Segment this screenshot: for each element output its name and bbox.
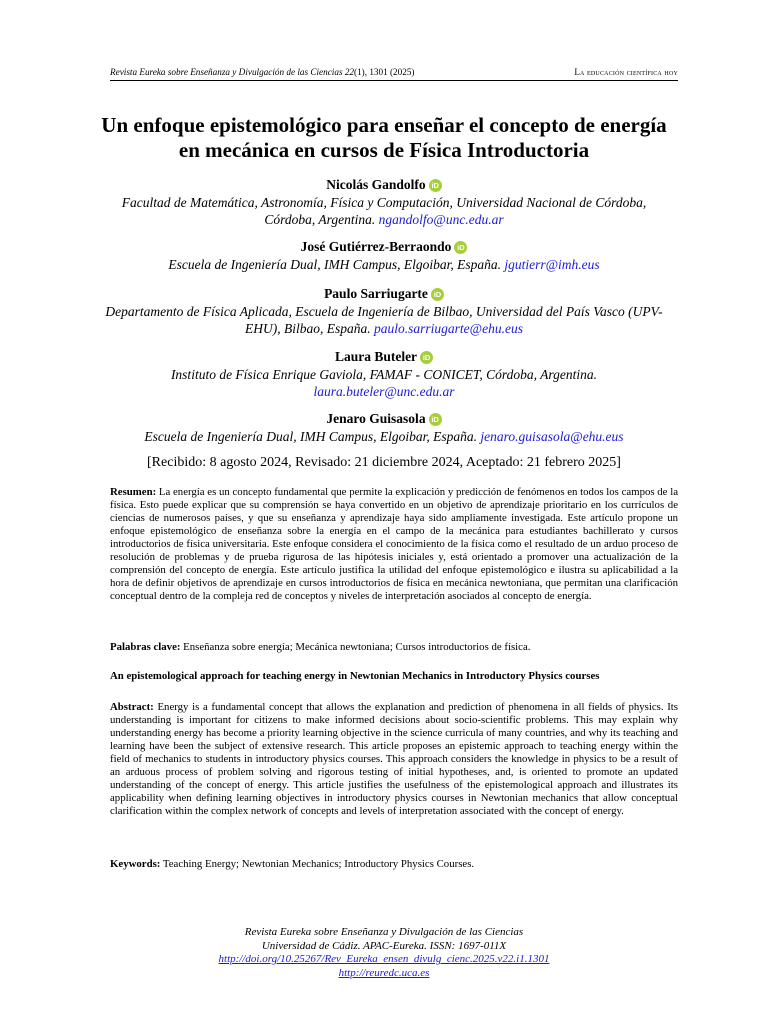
orcid-icon[interactable]: iD: [429, 413, 442, 426]
resumen-label: Resumen:: [110, 486, 157, 498]
orcid-icon[interactable]: iD: [454, 241, 467, 254]
section-name: La educación científica hoy: [574, 67, 678, 77]
footer-journal-name: Revista Eureka sobre Enseñanza y Divulgación de las Ciencias: [244, 926, 524, 938]
palabras-clave-text: Enseñanza sobre energía; Mecánica newtoniana; Cursos introductorios de física.: [183, 641, 531, 653]
keywords-label: Keywords:: [110, 858, 161, 870]
author-block-4: [100, 348, 668, 400]
author-affiliation: Departamento de Física Aplicada, Escuela de Ingeniería de Bilbao, Universidad del País Vasco (UPV-EHU), Bilbao, España. paulo.sarriugarte@ehu.eus: [105, 304, 663, 336]
doi-link[interactable]: http://doi.org/10.25267/Rev_Eureka_ensen_divulg_cienc.2025.v22.i1.1301: [218, 953, 550, 965]
orcid-icon[interactable]: iD: [431, 288, 444, 301]
keywords-text: Teaching Energy; Newtonian Mechanics; Introductory Physics Courses.: [162, 858, 475, 870]
author-email-link[interactable]: ngandolfo@unc.edu.ar: [378, 212, 504, 227]
abstract-text: Energy is a fundamental concept that allows the explanation and prediction of phenomena in all fields of physics. Its understanding is important for citizens to make informed decisions about socio-scientific problems. This may explain why understanding energy has become a priority learning objective in the science curricula of many countries, and why its teaching and learning have been the subject of extensive research. This article proposes an epistemic approach to teaching energy within the field of mechanics to students in introductory physics courses. This approach considers the knowledge in physics to be a result of an arduous process of problem solving and rigorous testing of initial hypotheses, and, is oriented to promote an updated understanding of the concept of energy. This article justifies the usefulness of the epistemological approach and illustrates its applicability when defining learning objectives in introductory physics courses in Newtonian mechanics that allow conceptual clarification within the complex network of concepts and levels of interpretation associated with the concept of energy.: [110, 701, 679, 817]
footer-publisher: Universidad de Cádiz. APAC-Eureka. ISSN: 1697-011X: [261, 939, 507, 952]
submission-dates: [Recibido: 8 agosto 2024, Revisado: 21 diciembre 2024, Aceptado: 21 febrero 2025]: [147, 455, 621, 470]
journal-url-link[interactable]: http://reuredc.uca.es: [338, 966, 430, 979]
author-name: Paulo Sarriugarte iD: [100, 285, 668, 303]
journal-footer: [100, 926, 668, 980]
author-block-3: [100, 285, 668, 337]
author-affiliation: Escuela de Ingeniería Dual, IMH Campus, Elgoibar, España. jenaro.guisasola@ehu.eus: [144, 429, 624, 444]
author-email-link[interactable]: paulo.sarriugarte@ehu.eus: [374, 321, 523, 336]
author-name: Nicolás Gandolfo iD: [100, 176, 668, 194]
author-affiliation: Escuela de Ingeniería Dual, IMH Campus, Elgoibar, España. jgutierr@imh.eus: [168, 257, 600, 272]
author-block-5: [100, 410, 668, 445]
resumen-text: La energía es un concepto fundamental que permite la explicación y predicción de fenómenos en todos los campos de la física. Esto puede explicar que su comprensión se haya convertido en un objetivo de aprendizaje prioritario en los currículos de ciencias de numerosos países, y que su enseñanza y aprendizaje haya sido ampliamente investigada. Este artículo propone un enfoque epistemológico de enseñanza sobre la energía en el campo de la mecánica para estudiantes bachillerato y cursos introductorios de física universitaria. Este enfoque considera el conocimiento de la física como el resultado de un arduo proceso de resolución de problemas y de prueba rigurosa de las hipótesis iniciales y, está orientado a promover una actualización de la comprensión del concepto de energía. Este artículo justifica la utilidad del enfoque epistemológico e ilustra su aplicabilidad a la hora de definir objetivos de aprendizaje en cursos introductorios de física en mecánica newtoniana, que permitan una clarificación conceptual dentro de la compleja red de conceptos y niveles de interpretación asociados al concepto de energía.: [110, 486, 678, 602]
author-name: Jenaro Guisasola iD: [100, 410, 668, 428]
palabras-clave-label: Palabras clave:: [110, 641, 181, 653]
author-affiliation: Facultad de Matemática, Astronomía, Física y Computación, Universidad Nacional de Córdoba, Córdoba, Argentina. ngandolfo@unc.edu.ar: [121, 195, 647, 227]
author-name: José Gutiérrez-Berraondo iD: [100, 238, 668, 256]
running-head: [110, 67, 678, 81]
abstract-label: Abstract:: [110, 701, 154, 713]
keywords-paragraph: [110, 858, 678, 871]
orcid-icon[interactable]: iD: [420, 351, 433, 364]
english-title: An epistemological approach for teaching energy in Newtonian Mechanics in Introductory Physics courses: [110, 670, 600, 682]
author-email-link[interactable]: jgutierr@imh.eus: [504, 257, 600, 272]
palabras-clave-paragraph: [110, 641, 678, 654]
author-email-link[interactable]: jenaro.guisasola@ehu.eus: [480, 429, 624, 444]
orcid-icon[interactable]: iD: [429, 179, 442, 192]
author-affiliation: Instituto de Física Enrique Gaviola, FAMAF - CONICET, Córdoba, Argentina. laura.buteler@unc.edu.ar: [170, 367, 598, 399]
author-email-link[interactable]: laura.buteler@unc.edu.ar: [313, 384, 455, 399]
article-title: Un enfoque epistemológico para enseñar el concepto de energía en mecánica en cursos de Física Introductoria: [101, 113, 667, 162]
resumen-paragraph: [110, 486, 678, 603]
abstract-paragraph: [110, 701, 678, 818]
author-block-1: [100, 176, 668, 228]
author-block-2: [100, 238, 668, 273]
author-name: Laura Buteler iD: [100, 348, 668, 366]
journal-citation: Revista Eureka sobre Enseñanza y Divulgación de las Ciencias 22(1), 1301 (2025): [110, 67, 415, 77]
